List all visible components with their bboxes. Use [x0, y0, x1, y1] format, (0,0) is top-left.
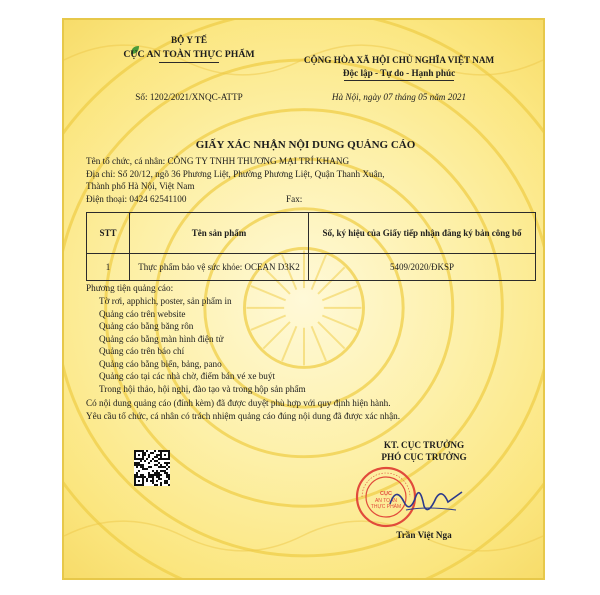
table-row: [87, 254, 536, 281]
svg-text:CỤC: CỤC: [380, 491, 392, 497]
qr-code: [134, 450, 170, 486]
signer-role-secondary: PHÓ CỤC TRƯỞNG: [381, 452, 467, 462]
list-item: Quảng cáo tại các nhà chờ, điểm bán vé xe buýt: [99, 371, 276, 381]
list-item: Quảng cáo bằng biển, bảng, pano: [99, 358, 222, 369]
svg-text:THỰC PHẨM: THỰC PHẨM: [370, 504, 402, 510]
table-header-registration: Số, ký hiệu của Giấy tiếp nhận đăng ký bản công bố: [309, 213, 536, 254]
organization-name: Tên tổ chức, cá nhân: CÔNG TY TNHH THƯƠNG MẠI TRÍ KHANG: [86, 156, 350, 166]
responsibility-note: Yêu cầu tổ chức, cá nhân có trách nhiệm quảng cáo đúng nội dung đã được xác nhận.: [86, 411, 401, 421]
handwritten-signature: [386, 480, 466, 520]
organization-address-line1: Địa chỉ: Số 20/12, ngõ 36 Phương Liệt, Phường Phương Liệt, Quận Thanh Xuân,: [86, 169, 385, 179]
approval-note: Có nội dung quảng cáo (đính kèm) đã được duyệt phù hợp với quy định hiện hành.: [86, 398, 391, 408]
country-name: CỘNG HÒA XÃ HỘI CHỦ NGHĨA VIỆT NAM: [303, 55, 495, 65]
national-motto: Độc lập - Tự do - Hạnh phúc: [342, 68, 456, 78]
table-header-row: [87, 213, 536, 254]
list-item: Tờ rơi, apphich, poster, sản phẩm in: [99, 296, 232, 306]
table-header-product: Tên sản phẩm: [130, 213, 309, 254]
product-table: [86, 212, 536, 281]
media-list: [99, 296, 306, 396]
ministry-name: BỘ Y TẾ: [171, 35, 207, 45]
certificate-page: [62, 18, 545, 580]
organization-address-line2: Thành phố Hà Nội, Việt Nam: [86, 181, 195, 191]
organization-fax: Fax:: [286, 194, 303, 204]
list-item: Quảng cáo bằng băng rôn: [99, 321, 194, 331]
header-right-divider: [344, 80, 454, 81]
signer-name: Trần Việt Nga: [396, 530, 452, 540]
place-date: Hà Nội, ngày 07 tháng 05 năm 2021: [331, 92, 467, 102]
list-item: Trong hội thảo, hội nghị, đào tạo và trong hộp sản phẩm: [99, 383, 306, 394]
signer-role-primary: KT. CỤC TRƯỞNG: [383, 440, 465, 450]
table-cell-registration: 5409/2020/ĐKSP: [309, 254, 536, 281]
document-title: GIẤY XÁC NHẬN NỘI DUNG QUẢNG CÁO: [195, 139, 416, 151]
table-header-stt: STT: [87, 213, 130, 254]
organization-phone: Điện thoại: 0424 62541100: [86, 194, 187, 204]
list-item: Quảng cáo trên báo chí: [99, 346, 185, 356]
table-cell-product: Thực phẩm bảo vệ sức khỏe: OCEAN D3K2: [130, 254, 309, 281]
header-left-divider: [159, 62, 219, 63]
table-cell-stt: 1: [87, 254, 130, 281]
svg-text:AN TOÀN: AN TOÀN: [374, 498, 398, 504]
list-item: Quảng cáo bằng màn hình điện tử: [99, 333, 224, 344]
document-number: Số: 1202/2021/XNQC-ATTP: [135, 92, 243, 102]
media-heading: Phương tiện quảng cáo:: [86, 283, 174, 293]
list-item: Quảng cáo trên website: [99, 308, 186, 319]
department-name: CỤC AN TOÀN THỰC PHẨM: [123, 49, 255, 60]
